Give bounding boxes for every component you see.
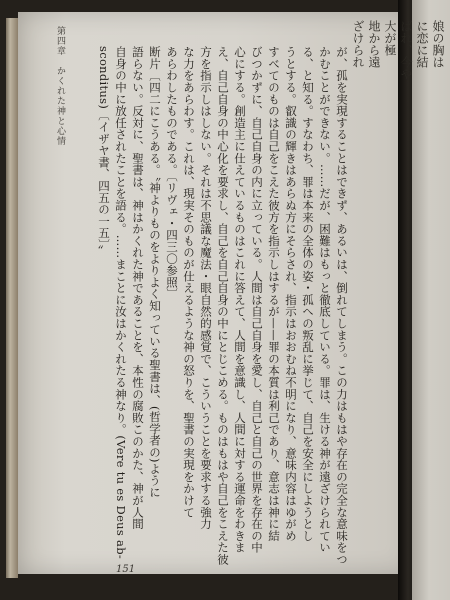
- text-line: 大が極: [383, 20, 397, 56]
- text-line: 自身の中に放任されたことを語る。……まことに汝はかくれたる神なり。(Vere tu es Deus ab-: [114, 46, 128, 560]
- facing-page-text: [350, 20, 446, 80]
- body-text: [95, 46, 350, 566]
- text-line: に恋に結: [415, 20, 429, 68]
- running-head: 第四章 かくれた神と心情: [55, 26, 65, 146]
- text-line: すべてのものは自己をこえた彼方を指示しはするが——罪の本質は利己であり、意志は神に結: [267, 46, 281, 542]
- text-line: え、自己自身の中心化を要求し、自己を自己自身の中にとじこめる。ものはもはや自己をこえた彼: [216, 46, 230, 566]
- text-line: うとする。叡識の輝きはあらぬ方にそらされ、指示はおおむね不明になり、意味内容はゆがめ: [284, 46, 298, 542]
- text-line: な力をあらわす。これは、現実そのものが仕えるような神の怒りを、聖書の実現をかけて: [182, 46, 196, 518]
- text-line: sconditus)〔イザヤ書、四五の一五〕〟: [97, 46, 111, 257]
- text-line: かむことができない。……だが、困難はもっと徹底している。罪は、生ける神が遠ざけられてい: [318, 46, 332, 554]
- facing-page: [351, 0, 450, 600]
- text-line: 娘の胸は: [431, 20, 445, 68]
- text-line: 心にする。創造主に仕えているものはこれに答えて、人間を意識し、人間に対する運命をわきま: [233, 46, 247, 554]
- book-page: [18, 12, 410, 574]
- text-line: 地から遠: [367, 20, 381, 68]
- text-line: びつかずに、自己自身の内に立っている。人間は自己自身を愛し、自己と自己の世界を存在の中: [250, 46, 264, 554]
- text-line: 方を指示しはしない。それは不思議な魔法・眼自然的感覚で、こういうことを要求する強力: [199, 46, 213, 530]
- text-line: あらわしたものである。〔リヴェ・四三〇参照〕: [165, 46, 179, 300]
- text-line: ばれ、今や: [399, 20, 413, 80]
- page-number: 151: [116, 564, 136, 575]
- text-line: 断片〔四二にこうある。〝神よりものをよりよく知っている聖書は、(哲学者の)ように: [148, 46, 162, 499]
- text-line: る、と知る。すなわち、罪は本来の全体の姿・孤への叛乱に挙じて、自己を安全にしようとし: [301, 46, 315, 542]
- text-line: ざけられ: [351, 20, 365, 68]
- text-line: が、孤を実現することはできず、あるいは、倒れてしまう。この力はもはや存在の完全な意味をつ: [335, 46, 349, 566]
- page-edges: [6, 18, 18, 578]
- text-line: 語らない。反対に、聖書は、神はかくれた神であることを、本性の腐敗このかた、神が人間: [131, 46, 145, 530]
